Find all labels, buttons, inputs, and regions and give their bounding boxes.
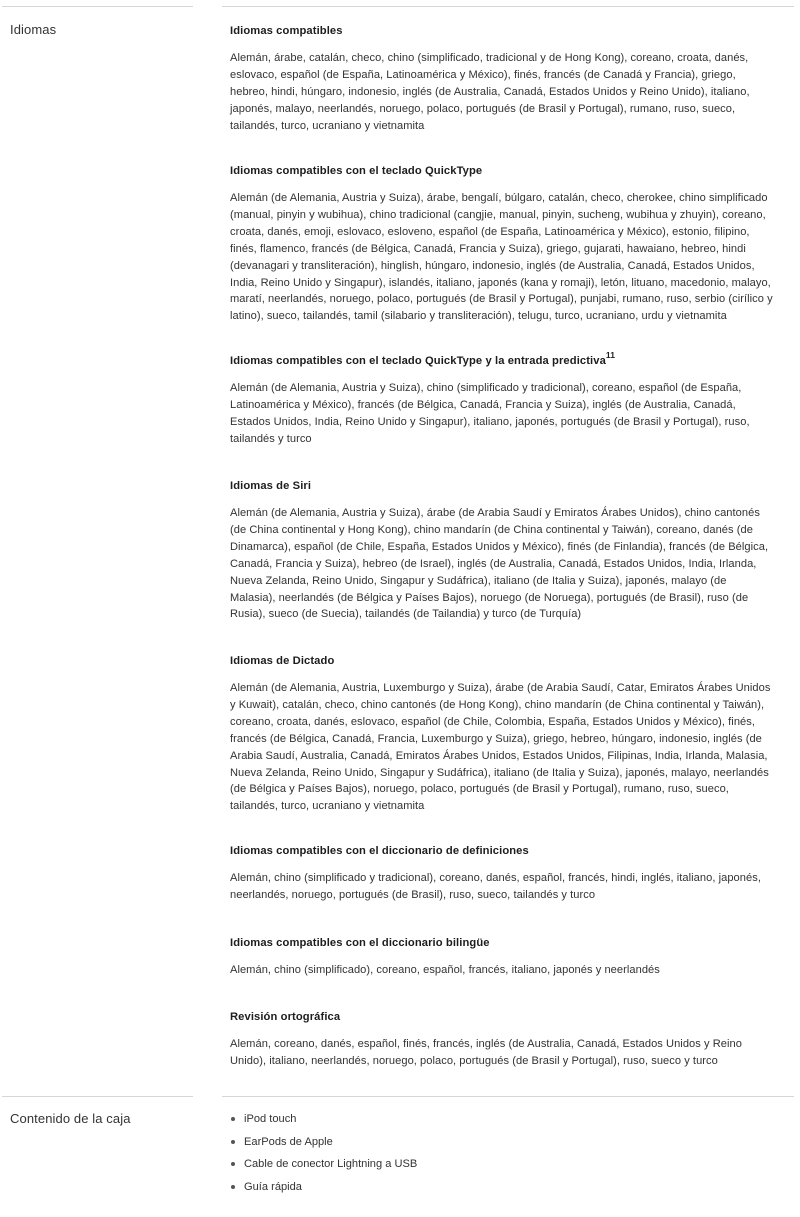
- section-dictation-languages: [230, 654, 796, 815]
- list-item: EarPods de Apple: [231, 1134, 417, 1157]
- bullet-icon: [231, 1140, 235, 1144]
- list-item: Cable de conector Lightning a USB: [231, 1156, 417, 1179]
- row-label-in-the-box: Contenido de la caja: [10, 1111, 131, 1126]
- section-heading: Idiomas compatibles: [230, 25, 343, 37]
- divider-box-right: [222, 1096, 794, 1097]
- section-body: Alemán, chino (simplificado y tradicional), coreano, danés, español, francés, hindi, inglés, italiano, japonés, neerlandés, noruego, portugués (de Brasil), ruso, sueco, tailandés y turco: [230, 872, 761, 901]
- section-body: Alemán, chino (simplificado), coreano, español, francés, italiano, japonés y neerlandés: [230, 964, 660, 976]
- bullet-icon: [231, 1185, 235, 1189]
- section-spell-check-languages: [230, 1010, 796, 1070]
- footnote-marker[interactable]: 11: [605, 350, 616, 361]
- divider-top-right: [222, 6, 794, 7]
- section-heading: Idiomas compatibles con el teclado QuickType: [230, 165, 483, 177]
- bullet-icon: [231, 1117, 235, 1121]
- bullet-icon: [231, 1162, 235, 1166]
- in-the-box-list: [231, 1111, 417, 1201]
- section-body: Alemán (de Alemania, Austria y Suiza), árabe, bengalí, búlgaro, catalán, checo, cherokee, chino simplificado (manual, pinyin y wubihua), chino tradicional (cangjie, manual, pinyin, sucheng, wubihua y zhuyin), coreano, croata, danés, emoji, eslovaco, esloveno, español (de España, Latinoamérica y México), estonio, filipino, finés, flamenco, francés (de Bélgica, Canadá, Francia y Suiza), griego, gujarati, hawaiano, hebreo, hindi (devanagari y transliteración), hinglish, húngaro, indonesio, inglés (de Australia, Canadá, Estados Unidos, India, Reino Unido y Singapur), islandés, italiano, japonés (kana y romaji), letón, lituano, macedonio, malayo, maratí, neerlandés, noruego, polaco, portugués (de Brasil y Portugal), punjabi, rumano, ruso, serbio (cirílico y latino), sueco, tailandés, tamil (silabario y transliteración), telugu, turco, ucraniano, urdu y vietnamita: [230, 192, 773, 323]
- section-body: Alemán (de Alemania, Austria y Suiza), árabe (de Arabia Saudí y Emiratos Árabes Unidos), chino cantonés (de China continental y Hong Kong), chino mandarín (de China continental y Taiwán), coreano, danés (de Dinamarca), español (de Chile, España, Estados Unidos y México), finés (de Finlandia), francés (de Bélgica, Canadá, Francia y Suiza), hebreo (de Israel), inglés (de Australia, Canadá, Estados Unidos, India, Irlanda, Nueva Zelanda, Reino Unido, Singapur y Sudáfrica), italiano (de Italia y Suiza), japonés, malayo (de Malasia), neerlandés (de Bélgica y Países Bajos), noruego (de Noruega), portugués (de Brasil), ruso (de Rusia), sueco (de Suecia), tailandés (de Tailandia) y turco (de Turquía): [230, 507, 769, 621]
- section-heading: Idiomas compatibles con el diccionario de definiciones: [230, 845, 529, 857]
- section-heading: Idiomas de Siri: [230, 480, 312, 492]
- section-siri-languages: [230, 479, 796, 623]
- list-item: Guía rápida: [231, 1179, 417, 1202]
- section-quicktype-predictive-languages: [230, 350, 796, 448]
- section-quicktype-languages: [230, 164, 796, 325]
- list-item: iPod touch: [231, 1111, 417, 1134]
- row-label-languages: Idiomas: [10, 22, 57, 37]
- section-body: Alemán, árabe, catalán, checo, chino (simplificado, tradicional y de Hong Kong), coreano, croata, danés, eslovaco, español (de España, Latinoamérica y México), finés, francés (de Canadá y Francia), griego, hebreo, hindi, húngaro, indonesio, inglés (de Australia, Canadá, Estados Unidos y Reino Unido), italiano, japonés, malayo, neerlandés, noruego, polaco, portugués (de Brasil y Portugal), rumano, ruso, sueco, tailandés, turco, ucraniano y vietnamita: [230, 52, 750, 132]
- section-bilingual-dictionary-languages: [230, 936, 796, 979]
- section-supported-languages: [230, 24, 796, 135]
- section-heading: Idiomas compatibles con el teclado QuickType y la entrada predictiva$^{11}$: [230, 350, 616, 367]
- section-body: Alemán (de Alemania, Austria y Suiza), chino (simplificado y tradicional), coreano, español (de España, Latinoamérica y México), francés (de Bélgica, Canadá, Francia y Suiza), inglés (de Australia, Canadá, Estados Unidos, India, Reino Unido y Singapur), italiano, japonés, portugués (de Brasil y Portugal), ruso, tailandés y turco: [230, 382, 750, 445]
- section-body: Alemán, coreano, danés, español, finés, francés, inglés (de Australia, Canadá, Estados Unidos y Reino Unido), italiano, neerlandés, noruego, polaco, portugués (de Brasil y Portugal), ruso, sueco y turco: [230, 1038, 742, 1067]
- section-heading: Idiomas de Dictado: [230, 655, 335, 667]
- divider-box-left: [2, 1096, 193, 1097]
- section-heading: Idiomas compatibles con el diccionario bilingüe: [230, 937, 490, 949]
- divider-top-left: [2, 6, 193, 7]
- section-heading: Revisión ortográfica: [230, 1011, 341, 1023]
- section-definition-dictionary-languages: [230, 844, 796, 904]
- section-body: Alemán (de Alemania, Austria, Luxemburgo y Suiza), árabe (de Arabia Saudí, Catar, Emiratos Árabes Unidos y Kuwait), catalán, checo, chino cantonés (de Hong Kong), chino mandarín (de China continental y Taiwán), coreano, croata, danés, eslovaco, español (de Chile, Colombia, España, Estados Unidos y México), finés, francés (de Bélgica, Canadá, Francia, Luxemburgo y Suiza), griego, hebreo, húngaro, indonesio, inglés (de Arabia Saudí, Australia, Canadá, Emiratos Árabes Unidos, Estados Unidos, Filipinas, India, Irlanda, Malasia, Nueva Zelanda, Reino Unido, Singapur y Sudáfrica), italiano (de Italia y Suiza), japonés, malayo, neerlandés (de Bélgica y Países Bajos), noruego, polaco, portugués (de Brasil y Portugal), rumano, ruso, sueco, tailandés, turco, ucraniano y vietnamita: [230, 682, 771, 813]
